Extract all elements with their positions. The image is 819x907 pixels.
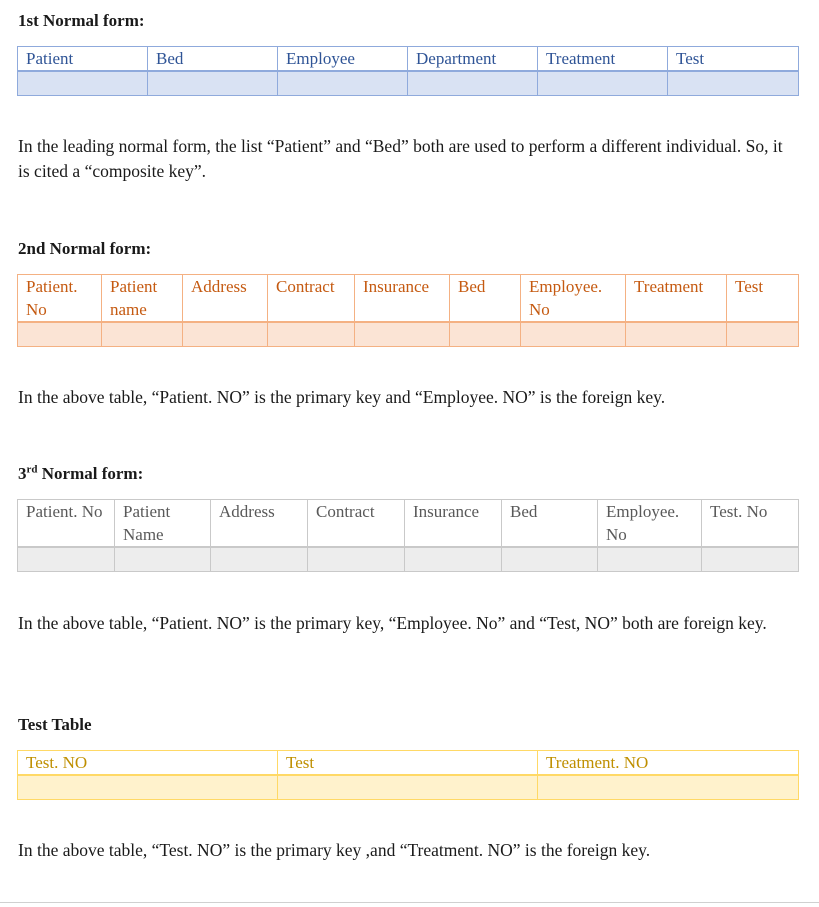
- first-normal-form-table: [17, 46, 799, 96]
- table-header-cell: Bed: [450, 275, 521, 323]
- table-header-cell: Test: [668, 47, 799, 72]
- table-cell: [702, 547, 799, 572]
- table-header-cell: Address: [211, 500, 308, 548]
- table-header-cell: Test. NO: [18, 751, 278, 776]
- table-header-cell: Treatment: [538, 47, 668, 72]
- section2-heading: 2nd Normal form:: [18, 239, 152, 258]
- table-cell: [502, 547, 598, 572]
- table-header-cell: Contract: [308, 500, 405, 548]
- table-cell: [727, 322, 799, 347]
- table-row: [18, 322, 799, 347]
- table-header-row: [18, 500, 799, 548]
- table-header-cell: Test. No: [702, 500, 799, 548]
- table-cell: [626, 322, 727, 347]
- table-header-cell: Insurance: [355, 275, 450, 323]
- table-cell: [450, 322, 521, 347]
- table-header-cell: Test: [727, 275, 799, 323]
- table-header-cell: Insurance: [405, 500, 502, 548]
- table-header-cell: Test: [278, 751, 538, 776]
- section3-heading: [18, 464, 143, 484]
- table-header-cell: Employee: [278, 47, 408, 72]
- table-header-cell: Department: [408, 47, 538, 72]
- table-cell: [278, 775, 538, 800]
- section3-heading-number: 3: [18, 464, 27, 483]
- section3-heading-text: Normal form:: [37, 464, 144, 483]
- section1-heading: 1st Normal form:: [18, 11, 145, 30]
- table-cell: [408, 71, 538, 96]
- table-cell: [598, 547, 702, 572]
- third-normal-form-table: [17, 499, 799, 572]
- table-header-cell: Treatment: [626, 275, 727, 323]
- table-cell: [268, 322, 355, 347]
- table-header-cell: Address: [183, 275, 268, 323]
- table-cell: [148, 71, 278, 96]
- section3-heading-ordinal: rd: [26, 463, 38, 476]
- table-cell: [18, 322, 102, 347]
- table-header-cell: Employee. No: [521, 275, 626, 323]
- table-row: [18, 547, 799, 572]
- table-cell: [18, 775, 278, 800]
- table-row: [18, 71, 799, 96]
- section4-heading: Test Table: [18, 715, 92, 734]
- table-header-cell: Patient Name: [115, 500, 211, 548]
- table-header-cell: Bed: [148, 47, 278, 72]
- table-row: [18, 775, 799, 800]
- table-cell: [183, 322, 268, 347]
- section1-paragraph: In the leading normal form, the list “Patient” and “Bed” both are used to perform a different individual. So, it is cited a “composite key”.: [18, 136, 783, 181]
- test-table: [17, 750, 799, 800]
- table-header-cell: Patient. No: [18, 500, 115, 548]
- section4-paragraph: In the above table, “Test. NO” is the primary key ,and “Treatment. NO” is the foreign key.: [18, 840, 651, 860]
- table-cell: [308, 547, 405, 572]
- table-header-row: [18, 751, 799, 776]
- table-cell: [18, 547, 115, 572]
- table-header-cell: Patient. No: [18, 275, 102, 323]
- table-cell: [538, 71, 668, 96]
- section2-paragraph: In the above table, “Patient. NO” is the primary key and “Employee. NO” is the foreign key.: [18, 387, 666, 407]
- table-header-cell: Patient: [18, 47, 148, 72]
- table-cell: [355, 322, 450, 347]
- table-cell: [18, 71, 148, 96]
- table-header-row: [18, 275, 799, 323]
- table-cell: [115, 547, 211, 572]
- table-cell: [278, 71, 408, 96]
- table-header-cell: Bed: [502, 500, 598, 548]
- page-bottom-divider: [0, 902, 819, 903]
- table-header-row: [18, 47, 799, 72]
- second-normal-form-table: [17, 274, 799, 347]
- table-cell: [538, 775, 799, 800]
- table-cell: [405, 547, 502, 572]
- table-header-cell: Treatment. NO: [538, 751, 799, 776]
- table-cell: [521, 322, 626, 347]
- table-cell: [211, 547, 308, 572]
- table-header-cell: Patient name: [102, 275, 183, 323]
- table-header-cell: Contract: [268, 275, 355, 323]
- table-cell: [668, 71, 799, 96]
- table-header-cell: Employee. No: [598, 500, 702, 548]
- table-cell: [102, 322, 183, 347]
- section3-paragraph: In the above table, “Patient. NO” is the primary key, “Employee. No” and “Test, NO” both are foreign key.: [18, 613, 767, 633]
